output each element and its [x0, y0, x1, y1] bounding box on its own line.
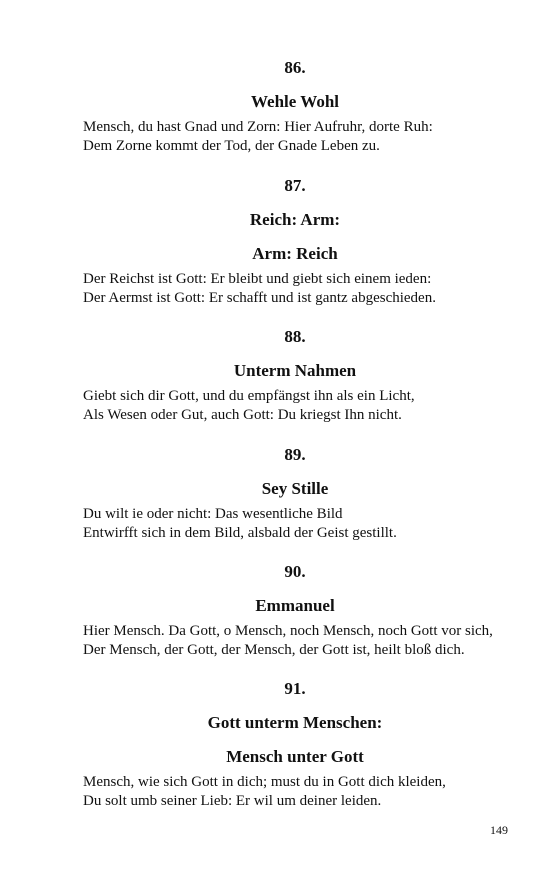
poem-88 — [83, 327, 513, 425]
poem-number: 90. — [284, 562, 306, 581]
poem-title: Wehle Wohl — [250, 92, 339, 111]
poem-title: Unterm Nahmen — [233, 361, 357, 380]
verse-line: Als Wesen oder Gut, auch Gott: Du kriegst Ihn nicht. — [83, 407, 402, 423]
verse-line: Du solt umb seiner Lieb: Er wil um deiner leiden. — [83, 793, 382, 809]
verse-line: Du wilt ie oder nicht: Das wesentliche Bild — [83, 506, 343, 522]
poem-89 — [83, 445, 513, 543]
poem-91 — [83, 679, 513, 811]
poem-86 — [83, 58, 513, 156]
poem-number: 91. — [284, 679, 306, 698]
poem-title: Emmanuel — [255, 596, 335, 615]
verse-line: Giebt sich dir Gott, und du empfängst ihn als ein Licht, — [83, 388, 415, 404]
verse-line: Der Reichst ist Gott: Er bleibt und giebt sich einem ieden: — [83, 271, 432, 287]
verse — [83, 387, 513, 425]
verse-line: Der Aermst ist Gott: Er schafft und ist gantz abgeschieden. — [83, 290, 436, 306]
poem-number: 86. — [284, 58, 306, 77]
page-number: 149 — [490, 823, 508, 837]
poem-number: 89. — [284, 445, 306, 464]
poem-number: 87. — [284, 176, 306, 195]
poem-title: Reich: Arm: — [249, 210, 341, 229]
poem-title: Gott unterm Menschen: — [207, 713, 383, 732]
verse — [83, 270, 513, 308]
verse-line: Mensch, du hast Gnad und Zorn: Hier Aufruhr, dorte Ruh: — [83, 119, 433, 135]
verse — [83, 505, 513, 543]
poem-title: Sey Stille — [261, 479, 329, 498]
poem-number: 88. — [284, 327, 306, 346]
poem-subtitle: Arm: Reich — [252, 244, 338, 263]
verse-line: Hier Mensch. Da Gott, o Mensch, noch Mensch, noch Gott vor sich, — [83, 623, 493, 639]
verse-line: Mensch, wie sich Gott in dich; must du in Gott dich kleiden, — [83, 774, 446, 790]
poem-87 — [83, 176, 513, 308]
verse-line: Entwirfft sich in dem Bild, alsbald der Geist gestillt. — [83, 525, 397, 541]
poem-subtitle: Mensch unter Gott — [226, 747, 364, 766]
poem-90 — [83, 562, 513, 660]
verse — [83, 773, 513, 811]
verse-line: Der Mensch, der Gott, der Mensch, der Gott ist, heilt bloß dich. — [83, 642, 465, 658]
verse — [83, 622, 513, 660]
verse — [83, 118, 513, 156]
verse-line: Dem Zorne kommt der Tod, der Gnade Leben zu. — [83, 138, 380, 154]
